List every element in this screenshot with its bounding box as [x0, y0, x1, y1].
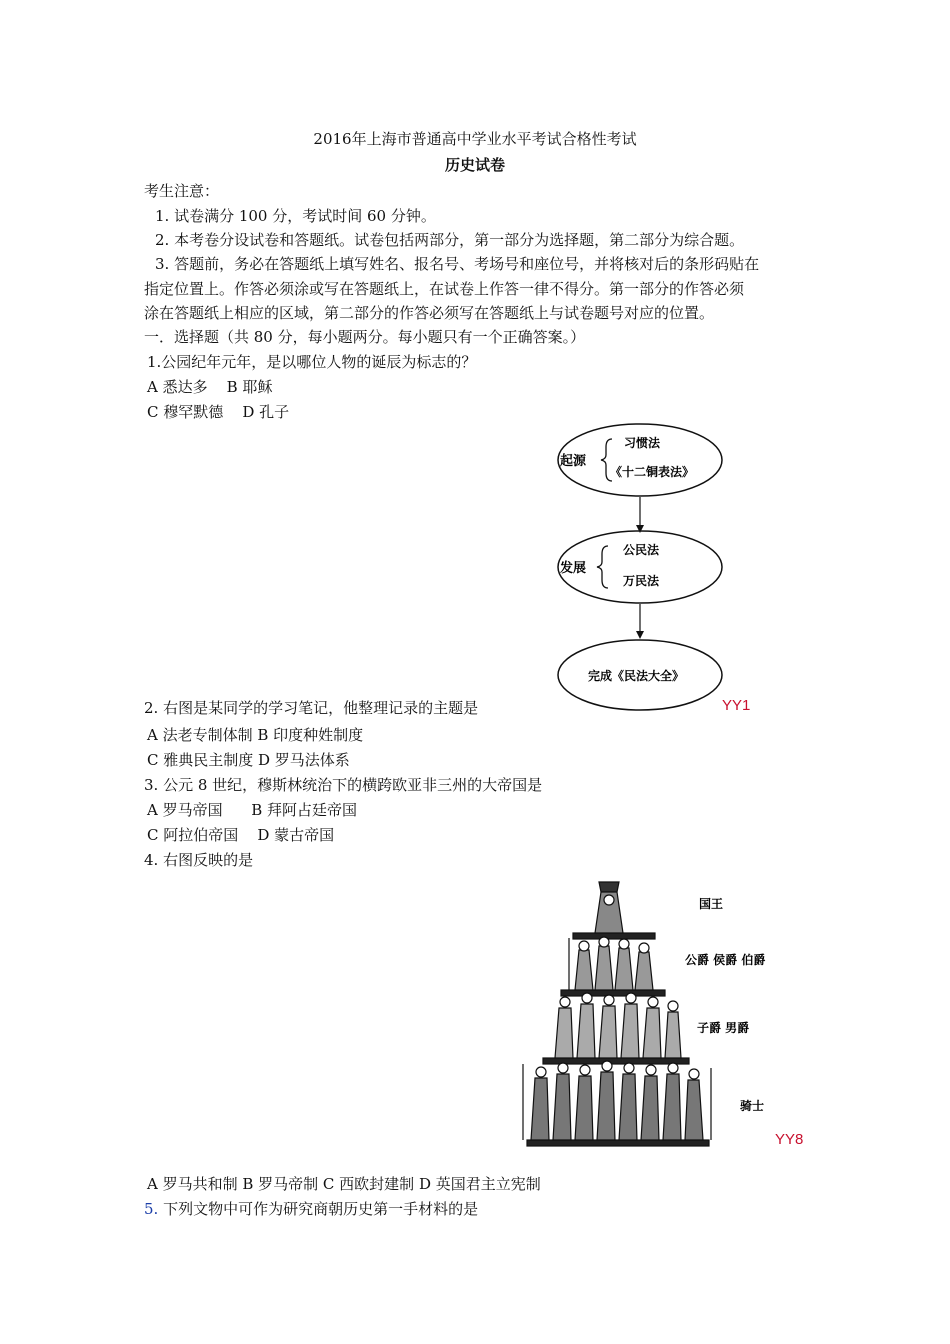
notice-item: 1. 试卷满分 100 分，考试时间 60 分钟。	[155, 207, 436, 225]
notice-item: 3. 答题前，务必在答题纸上填写姓名、报名号、考场号和座位号，并将核对后的条形码贴在	[155, 255, 760, 273]
section-heading: 一．选择题（共 80 分，每小题两分。每小题只有一个正确答案。）	[144, 328, 586, 346]
diagram-item: 《十二铜表法》	[610, 465, 695, 479]
page-title: 2016年上海市普通高中学业水平考试合格性考试	[313, 130, 637, 148]
diagram-item: 习惯法	[624, 436, 661, 450]
notice-item: 2. 本考卷分设试卷和答题纸。试卷包括两部分，第一部分为选择题，第二部分为综合题。	[155, 231, 745, 249]
question-options: A 罗马帝国 B 拜阿占廷帝国	[147, 801, 358, 819]
question-options: A 法老专制体制 B 印度种姓制度	[147, 726, 364, 744]
pyramid-label-knights: 骑士	[740, 1099, 765, 1113]
diagram-label-origin: 起源	[560, 454, 587, 469]
question-options: C 雅典民主制度 D 罗马法体系	[147, 751, 350, 769]
question-options: A 悉达多 B 耶稣	[147, 378, 273, 396]
diagram-item: 公民法	[623, 543, 660, 557]
brace-icon	[597, 546, 608, 588]
question-stem: 4. 右图反映的是	[144, 851, 254, 869]
pyramid-illustration	[523, 882, 711, 1146]
question-options: C 阿拉伯帝国 D 蒙古帝国	[147, 826, 335, 844]
roman-law-diagram	[550, 415, 730, 720]
figure-tag: YY1	[722, 697, 751, 714]
pyramid-label-barons: 子爵 男爵	[697, 1021, 750, 1035]
question-stem	[144, 1198, 478, 1219]
notice-item: 指定位置上。作答必须涂或写在答题纸上，在试卷上作答一律不得分。第一部分的作答必须	[144, 280, 745, 298]
question-options: C 穆罕默德 D 孔子	[147, 403, 290, 421]
diagram-label-develop: 发展	[560, 561, 587, 576]
question-options: A 罗马共和制 B 罗马帝制 C 西欧封建制 D 英国君主立宪制	[147, 1175, 541, 1193]
pyramid-label-king: 国王	[699, 897, 724, 911]
notice-heading: 考生注意：	[144, 182, 220, 200]
question-number: 5.	[144, 1200, 159, 1218]
diagram-item: 万民法	[623, 574, 660, 588]
page-subtitle: 历史试卷	[444, 156, 505, 174]
question-text: 下列文物中可作为研究商朝历史第一手材料的是	[158, 1200, 479, 1218]
question-stem: 3. 公元 8 世纪，穆斯林统治下的横跨欧亚非三州的大帝国是	[144, 776, 543, 794]
diagram-label-complete: 完成《民法大全》	[588, 669, 685, 683]
figure-tag: YY8	[775, 1131, 804, 1148]
question-stem: 1.公园纪年元年，是以哪位人物的诞辰为标志的？	[147, 353, 477, 371]
question-stem: 2. 右图是某同学的学习笔记，他整理记录的主题是	[144, 699, 479, 717]
feudal-pyramid-illustration	[515, 878, 785, 1148]
pyramid-label-dukes: 公爵 侯爵 伯爵	[685, 953, 766, 967]
notice-item: 涂在答题纸上相应的区域，第二部分的作答必须写在答题纸上与试卷题号对应的位置。	[144, 304, 715, 322]
